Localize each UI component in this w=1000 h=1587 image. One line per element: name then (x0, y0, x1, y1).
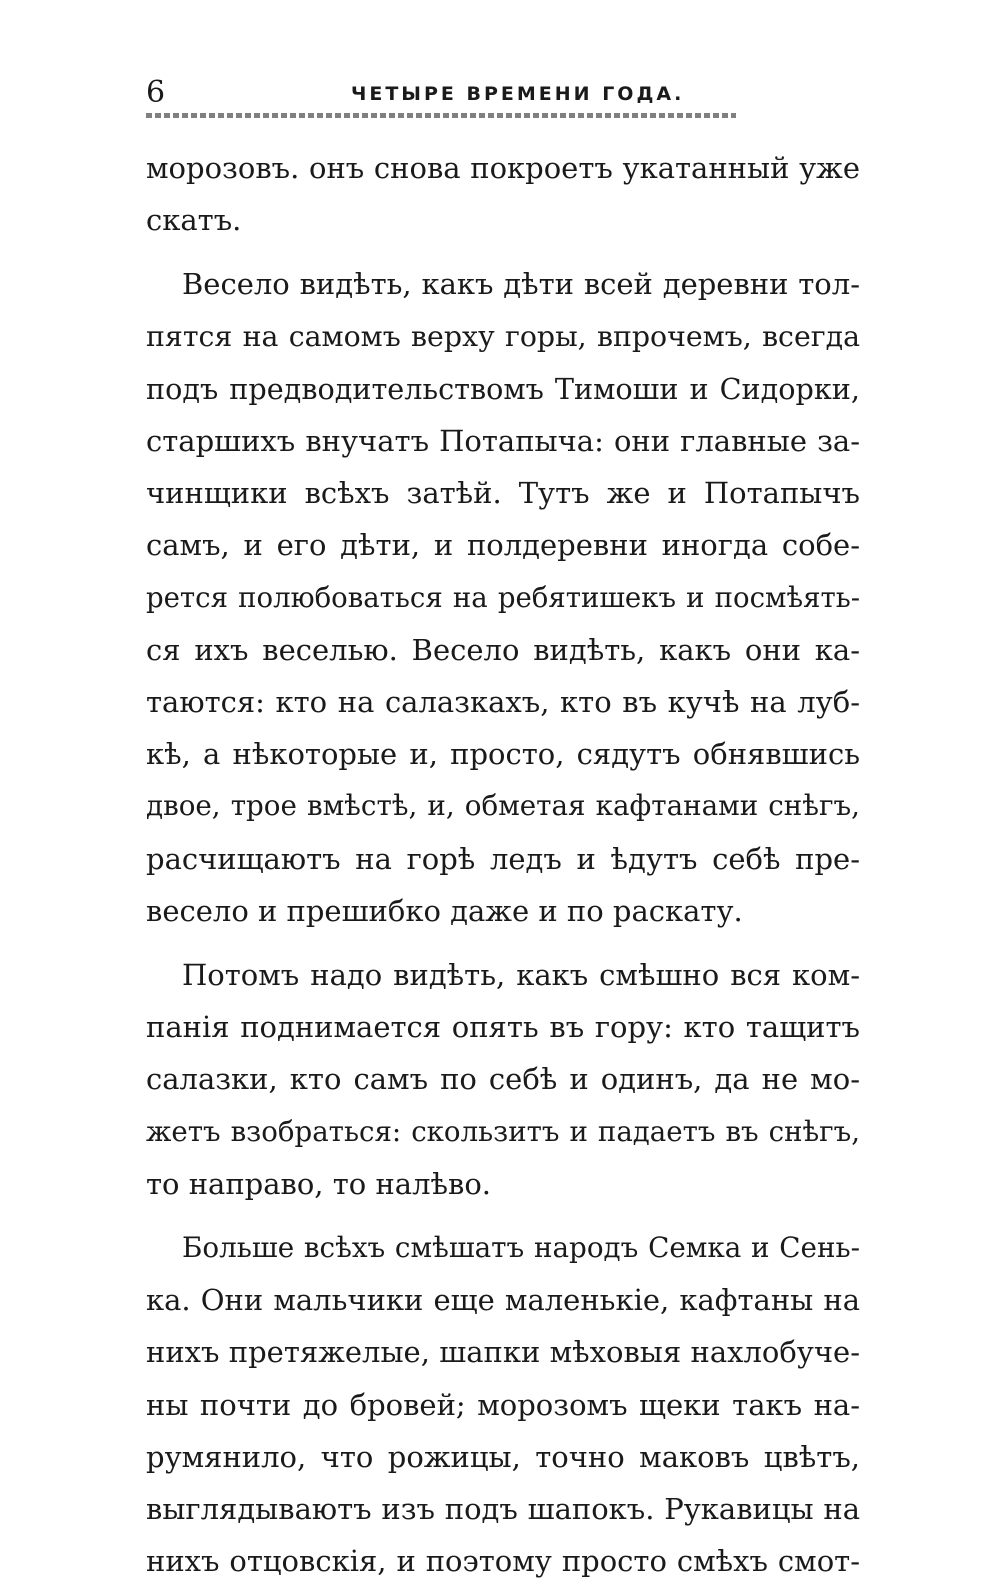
text-line: морозовъ. онъ снова покроетъ укатанный уже (146, 151, 860, 185)
text-line: подъ предводительствомъ Тимоши и Сидорки, (146, 371, 860, 406)
paragraph-3 (146, 949, 860, 1210)
text-line: то направо, то налѣво. (146, 1166, 491, 1201)
text-line: ся ихъ веселью. Весело видѣть, какъ они ка- (146, 632, 860, 667)
text-line: рется полюбоваться на ребятишекъ и посмѣять- (146, 581, 860, 614)
text-line: выглядываютъ изъ подъ шапокъ. Рукавицы на (146, 1492, 860, 1527)
text-line: таются: кто на салазкахъ, кто въ кучѣ на луб- (146, 685, 860, 720)
text-line: ны почти до бровей; морозомъ щеки такъ на- (146, 1387, 860, 1422)
text-line: расчищаютъ на горѣ ледъ и ѣдутъ себѣ пре- (146, 841, 860, 876)
paragraph-4 (146, 1222, 860, 1587)
paragraph-2 (146, 258, 860, 937)
text-line: нихъ отцовскія, и поэтому просто смѣхъ смот- (146, 1544, 860, 1579)
text-line: кѣ, а нѣкоторые и, просто, сядутъ обнявшись (146, 737, 860, 772)
running-title: ЧЕТЫРЕ ВРЕМЕНИ ГОДА. (351, 83, 685, 105)
page-header (146, 74, 736, 114)
paragraph-1 (146, 142, 860, 246)
header-rule (146, 113, 736, 118)
text-line: ка. Они мальчики еще маленькіе, кафтаны на (146, 1283, 860, 1318)
text-line: весело и прешибко даже и по раскату. (146, 893, 743, 928)
text-line: салазки, кто самъ по себѣ и одинъ, да не мо- (146, 1062, 860, 1097)
text-line: старшихъ внучатъ Потапыча: они главные за- (146, 424, 860, 459)
text-line: Потомъ надо видѣть, какъ смѣшно вся ком- (182, 958, 860, 993)
text-line: Больше всѣхъ смѣшатъ народъ Семка и Сень- (182, 1231, 860, 1265)
text-line: Весело видѣть, какъ дѣти всей деревни тол- (182, 267, 860, 302)
text-line: пятся на самомъ верху горы, впрочемъ, всегда (146, 319, 860, 353)
text-line: скатъ. (146, 203, 242, 238)
text-line: румянило, что рожицы, точно маковъ цвѣтъ, (146, 1439, 860, 1474)
text-line: панія поднимается опять въ гору: кто тащитъ (146, 1010, 860, 1045)
text-line: нихъ претяжелые, шапки мѣховыя нахлобуче- (146, 1335, 860, 1370)
text-line: жетъ взобраться: скользитъ и падаетъ въ снѣгъ, (146, 1114, 860, 1148)
body-text (146, 142, 860, 1587)
text-line: чинщики всѣхъ затѣй. Тутъ же и Потапычъ (146, 476, 860, 511)
text-line: двое, трое вмѣстѣ, и, обметая кафтанами снѣгъ, (146, 789, 860, 823)
text-line: самъ, и его дѣти, и полдеревни иногда собе- (146, 528, 860, 563)
page-number: 6 (146, 75, 166, 110)
